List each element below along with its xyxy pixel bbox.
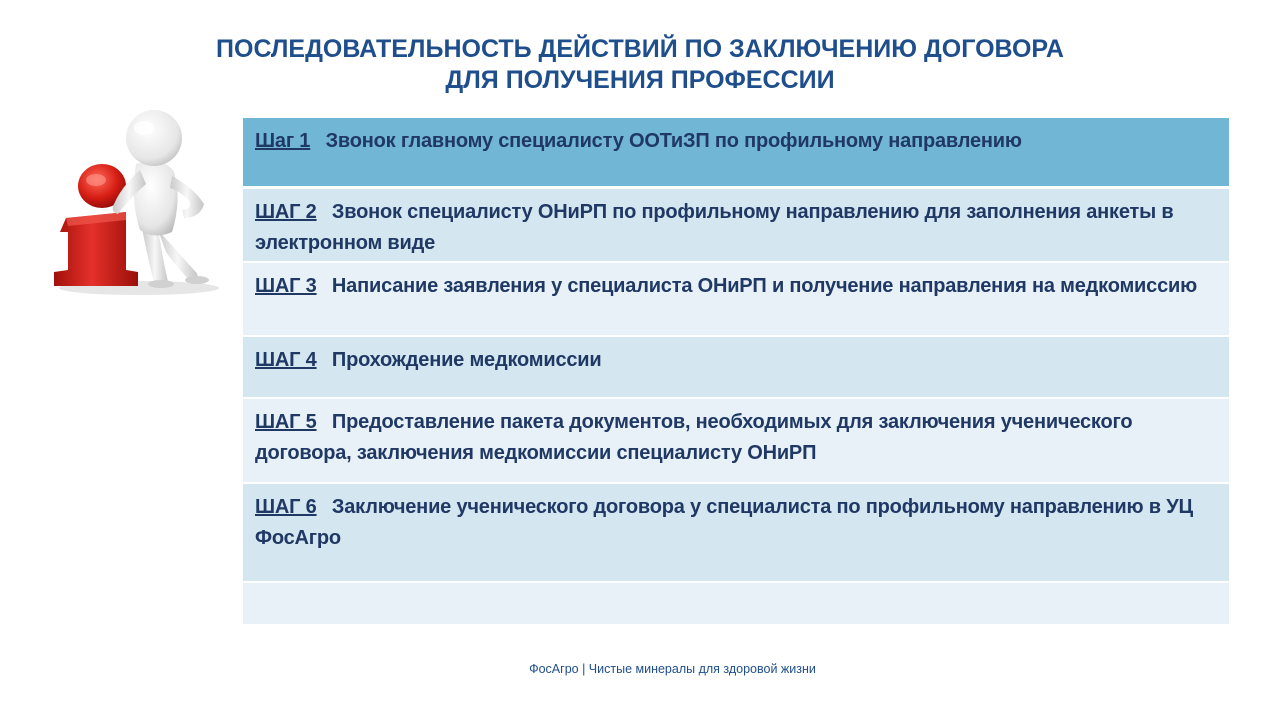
step-3-label: ШАГ 3 bbox=[255, 275, 317, 297]
step-5-label: ШАГ 5 bbox=[255, 411, 317, 433]
page-title bbox=[0, 34, 1280, 96]
title-line-2: ДЛЯ ПОЛУЧЕНИЯ ПРОФЕССИИ bbox=[445, 66, 835, 94]
step-row-1 bbox=[243, 118, 1229, 186]
step-row-4 bbox=[243, 337, 1229, 397]
step-row-3 bbox=[243, 263, 1229, 335]
step-row-6 bbox=[243, 484, 1229, 581]
step-6-label: ШАГ 6 bbox=[255, 496, 317, 518]
step-1-text: Звонок главному специалисту ООТиЗП по профильному направлению bbox=[325, 130, 1022, 152]
step-row-5 bbox=[243, 399, 1229, 482]
footer-tagline: ФосАгро | Чистые минералы для здоровой жизни bbox=[529, 662, 816, 676]
steps-table bbox=[243, 118, 1229, 624]
step-2-text: Звонок специалисту ОНиРП по профильному направлению для заполнения анкеты в электронном виде bbox=[255, 201, 1174, 254]
step-4-text: Прохождение медкомиссии bbox=[331, 349, 602, 371]
step-2-label: ШАГ 2 bbox=[255, 201, 317, 223]
step-1-label: Шаг 1 bbox=[255, 130, 311, 152]
step-row-2 bbox=[243, 189, 1229, 261]
empty-row bbox=[243, 583, 1229, 624]
info-figure-icon bbox=[44, 100, 230, 300]
step-4-label: ШАГ 4 bbox=[255, 349, 317, 371]
step-5-text: Предоставление пакета документов, необходимых для заключения ученического договора, заключения медкомиссии специалисту ОНиРП bbox=[255, 411, 1133, 464]
step-6-text: Заключение ученического договора у специалиста по профильному направлению в УЦ ФосАгро bbox=[255, 496, 1193, 549]
step-3-text: Написание заявления у специалиста ОНиРП и получение направления на медкомиссию bbox=[331, 275, 1197, 297]
title-line-1: ПОСЛЕДОВАТЕЛЬНОСТЬ ДЕЙСТВИЙ ПО ЗАКЛЮЧЕНИЮ ДОГОВОРА bbox=[216, 35, 1064, 63]
